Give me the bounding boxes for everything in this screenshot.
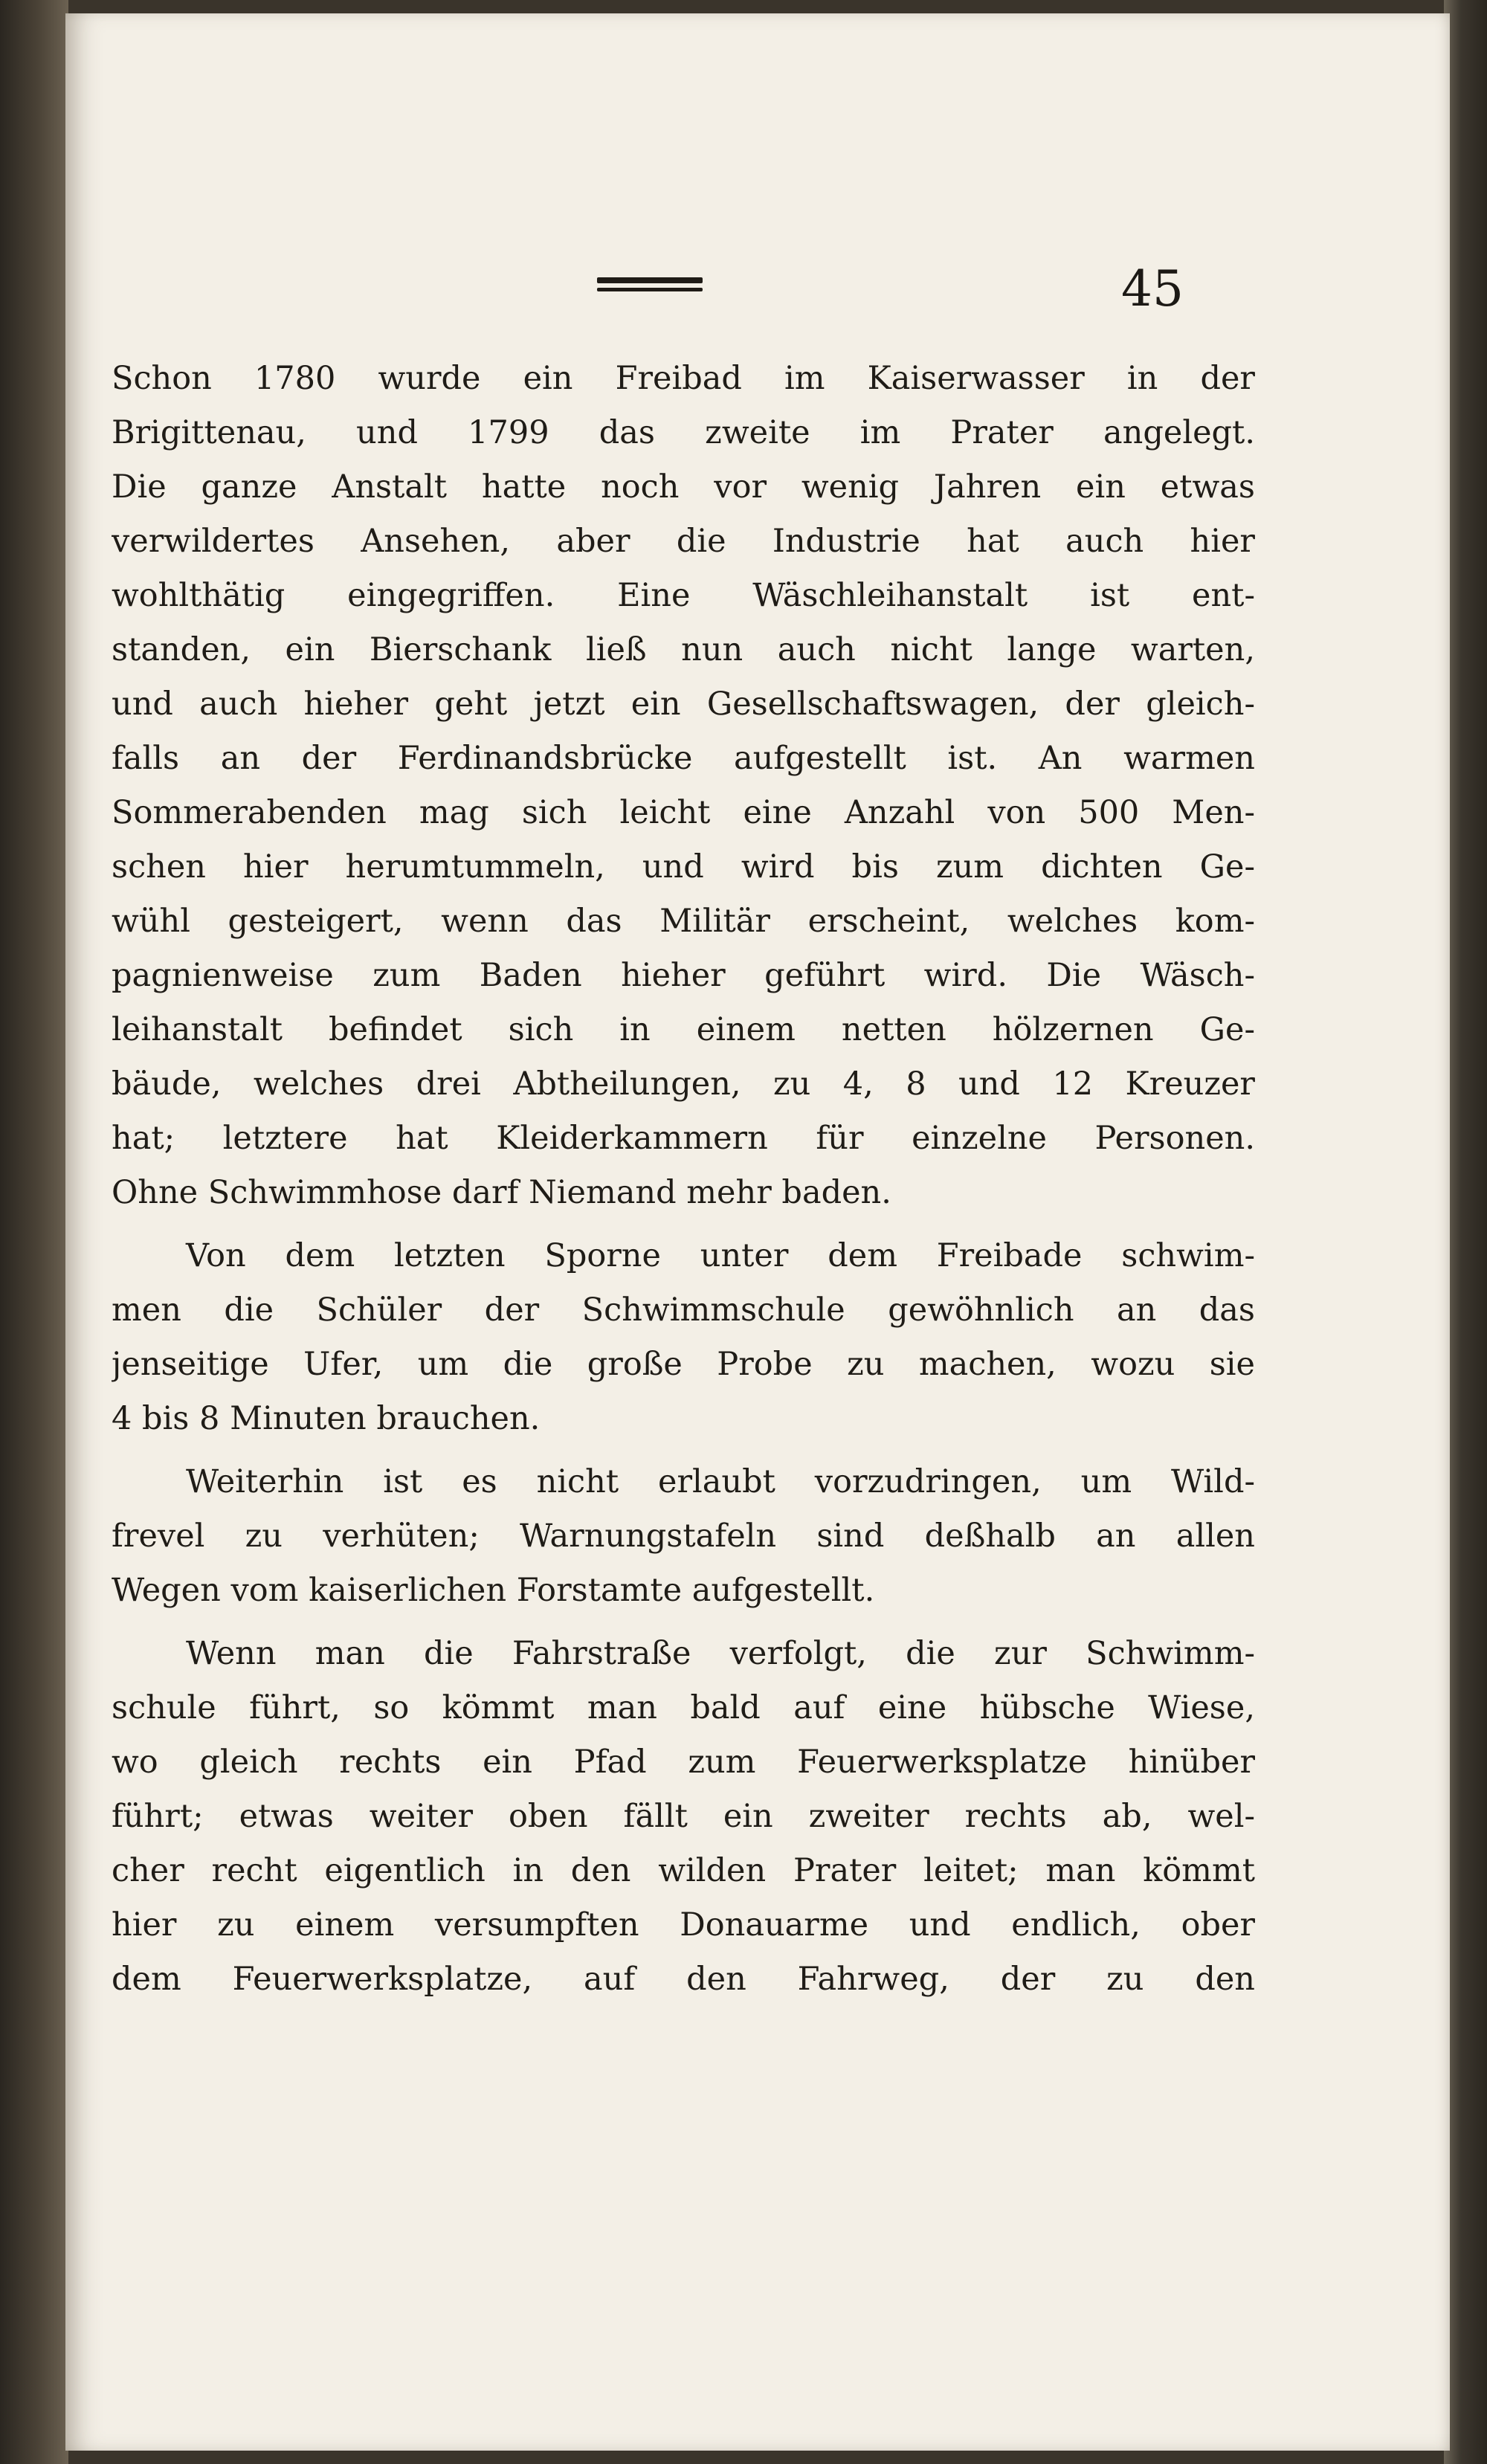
text-line: standen, ein Bierschank ließ nun auch nicht lange warten, [112,631,1255,668]
text-line: hat; letztere hat Kleiderkammern für einzelne Personen. [112,1120,1255,1157]
text-line: leihanstalt befindet sich in einem netten hölzernen Ge- [112,1011,1255,1048]
text-line: Weiterhin ist es nicht erlaubt vorzudringen, um Wild- [186,1463,1255,1500]
text-line: wühl gesteigert, wenn das Militär erscheint, welches kom- [112,903,1255,940]
text-line: Sommerabenden mag sich leicht eine Anzahl von 500 Men- [112,794,1255,831]
book-page [65,13,1450,2451]
text-line: dem Feuerwerksplatze, auf den Fahrweg, der zu den [112,1961,1255,1998]
text-line: frevel zu verhüten; Warnungstafeln sind deßhalb an allen [112,1518,1255,1555]
text-line: schen hier herumtummeln, und wird bis zum dichten Ge- [112,848,1255,886]
text-line: führt; etwas weiter oben fällt ein zweiter rechts ab, wel- [112,1798,1255,1835]
text-line: Brigittenau, und 1799 das zweite im Prater angelegt. [112,414,1255,451]
paragraph [112,1455,1255,1618]
text-line: schule führt, so kömmt man bald auf eine hübsche Wiese, [112,1689,1255,1726]
text-line: Ohne Schwimmhose darf Niemand mehr baden. [112,1174,891,1211]
text-line: Wenn man die Fahrstraße verfolgt, die zur Schwimm- [186,1635,1255,1672]
text-line: 4 bis 8 Minuten brauchen. [112,1400,541,1437]
text-line: Von dem letzten Sporne unter dem Freibade schwim- [186,1237,1255,1274]
text-line: pagnienweise zum Baden hieher geführt wird. Die Wäsch- [112,957,1255,994]
book-binding-right [1444,0,1487,2464]
text-line: Schon 1780 wurde ein Freibad im Kaiserwasser in der [112,360,1255,397]
paragraph [112,1627,1255,2007]
paragraph [112,1229,1255,1446]
text-line: bäude, welches drei Abtheilungen, zu 4, 8 und 12 Kreuzer [112,1065,1255,1103]
page-number: 45 [1121,260,1184,317]
text-line: verwildertes Ansehen, aber die Industrie hat auch hier [112,523,1255,560]
text-line: cher recht eigentlich in den wilden Prater leitet; man kömmt [112,1852,1255,1889]
text-line: hier zu einem versumpften Donauarme und endlich, ober [112,1906,1255,1944]
text-line: und auch hieher geht jetzt ein Gesellschaftswagen, der gleich- [112,686,1255,723]
text-line: men die Schüler der Schwimmschule gewöhnlich an das [112,1291,1255,1329]
paragraph [112,352,1255,1220]
text-line: jenseitige Ufer, um die große Probe zu machen, wozu sie [112,1346,1255,1383]
body-text [112,352,1255,2007]
header-rule [597,277,703,283]
text-line: Die ganze Anstalt hatte noch vor wenig Jahren ein etwas [112,468,1255,506]
book-binding-left [0,0,68,2464]
text-line: wohlthätig eingegriffen. Eine Wäschleihanstalt ist ent- [112,577,1255,614]
text-line: wo gleich rechts ein Pfad zum Feuerwerksplatze hinüber [112,1744,1255,1781]
text-line: Wegen vom kaiserlichen Forstamte aufgestellt. [112,1572,875,1609]
text-line: falls an der Ferdinandsbrücke aufgestellt ist. An warmen [112,740,1255,777]
